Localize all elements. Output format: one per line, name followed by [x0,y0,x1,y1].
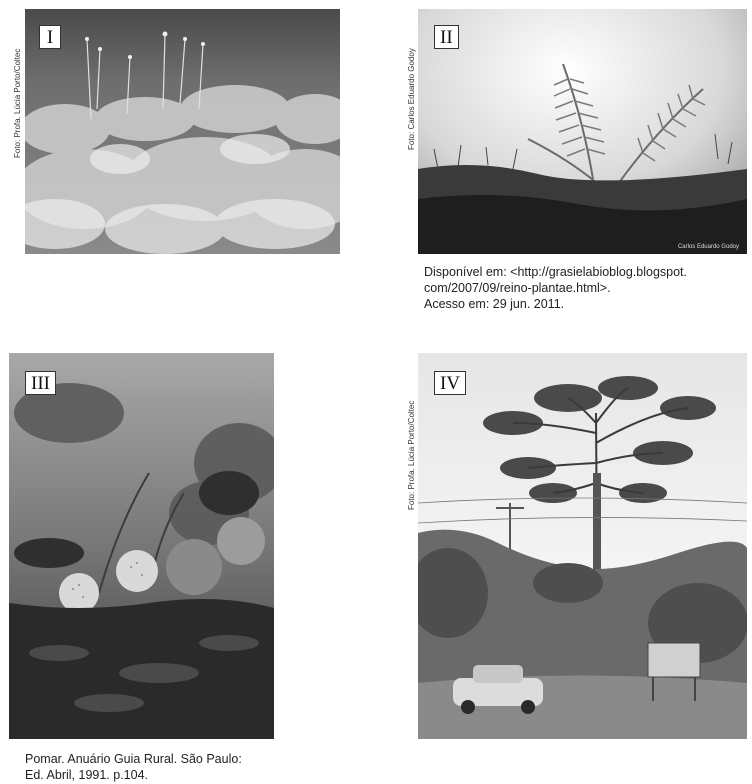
photo-moss [25,9,340,254]
strawberries-image [9,353,274,739]
figure-label-4: IV [434,371,466,395]
source-caption-2 [424,264,687,312]
photo-credit-2: Foto: Carlos Eduardo Godoy [407,48,416,150]
figure-label-3: III [25,371,56,395]
source-line: Acesso em: 29 jun. 2011. [424,297,565,311]
photo-watermark: Carlos Eduardo Godoy [677,244,739,250]
photo-araucaria [418,353,747,739]
figure-label-1: I [39,25,61,49]
ferns-image [418,9,747,254]
figure-label-2: II [434,25,459,49]
source-line: Disponível em: <http://grasielabioblog.blogspot. [424,265,688,279]
source-caption-3 [25,751,242,783]
photo-credit-4: Foto: Profa. Lúcia Porto/Coltec [407,400,416,510]
photo-credit-1: Foto: Profa. Lúcia Porto/Coltec [13,48,22,158]
araucaria-image [418,353,747,739]
photo-ferns [418,9,747,254]
source-line: Pomar. Anuário Guia Rural. São Paulo: [25,752,242,766]
source-line: Ed. Abril, 1991. p.104. [25,768,149,782]
moss-image [25,9,340,254]
photo-strawberries [9,353,274,739]
source-line: com/2007/09/reino-plantae.html>. [424,281,611,295]
